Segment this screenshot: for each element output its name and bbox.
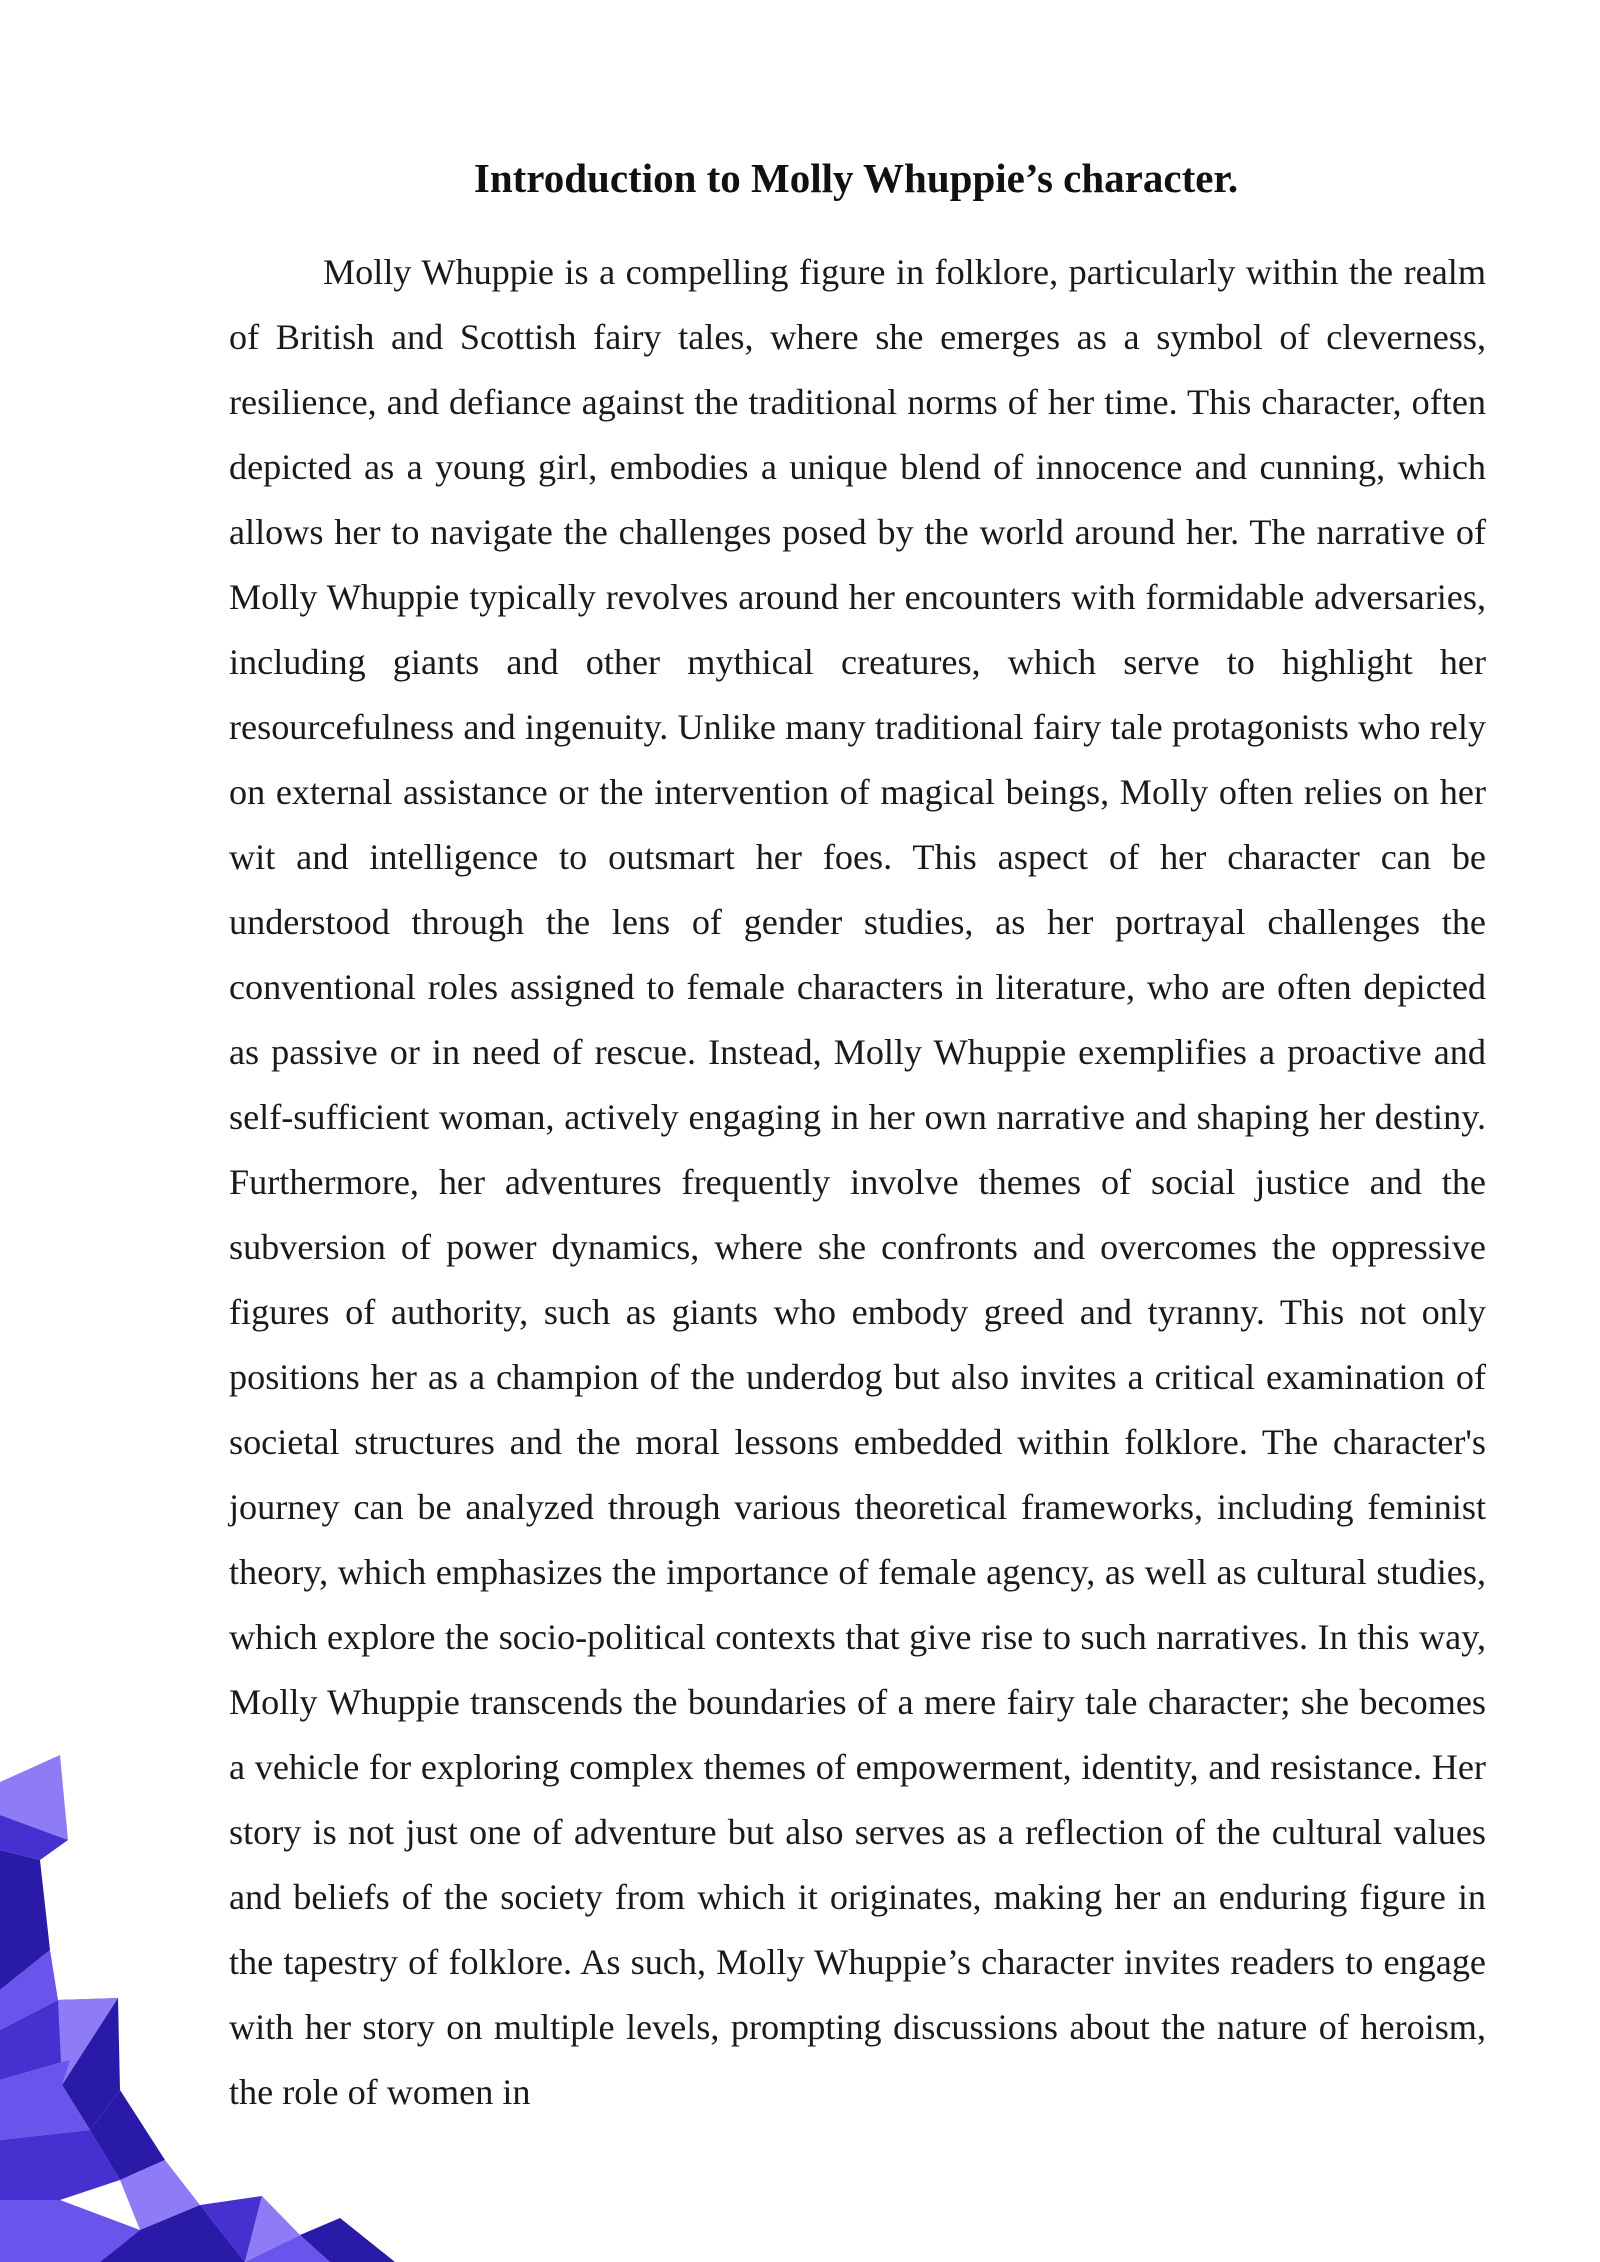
geometric-polygon-corner-ornament <box>0 1740 420 2262</box>
body-paragraph: Molly Whuppie is a compelling figure in folklore, particularly within the realm of British and Scottish fairy tales, where she emerges as a symbol of cleverness, resilience, and defiance against the traditional norms of her time. This character, often depicted as a young girl, embodies a unique blend of innocence and cunning, which allows her to navigate the challenges posed by the world around her. The narrative of Molly Whuppie typically revolves around her encounters with formidable adversaries, including giants and other mythical creatures, which serve to highlight her resourcefulness and ingenuity. Unlike many traditional fairy tale protagonists who rely on external assistance or the intervention of magical beings, Molly often relies on her wit and intelligence to outsmart her foes. This aspect of her character can be understood through the lens of gender studies, as her portrayal challenges the conventional roles assigned to female characters in literature, who are often depicted as passive or in need of rescue. Instead, Molly Whuppie exemplifies a proactive and self-sufficient woman, actively engaging in her own narrative and shaping her destiny. Furthermore, her adventures frequently involve themes of social justice and the subversion of power dynamics, where she confronts and overcomes the oppressive figures of authority, such as giants who embody greed and tyranny. This not only positions her as a champion of the underdog but also invites a critical examination of societal structures and the moral lessons embedded within folklore. The character's journey can be analyzed through various theoretical frameworks, including feminist theory, which emphasizes the importance of female agency, as well as cultural studies, which explore the socio-political contexts that give rise to such narratives. In this way, Molly Whuppie transcends the boundaries of a mere fairy tale character; she becomes a vehicle for exploring complex themes of empowerment, identity, and resistance. Her story is not just one of adventure but also serves as a reflection of the cultural values and beliefs of the society from which it originates, making her an enduring figure in the tapestry of folklore. As such, Molly Whuppie’s character invites readers to engage with her story on multiple levels, prompting discussions about the nature of heroism, the role of women in <box>229 252 1486 2112</box>
document-title: Introduction to Molly Whuppie’s character. <box>473 155 1239 201</box>
